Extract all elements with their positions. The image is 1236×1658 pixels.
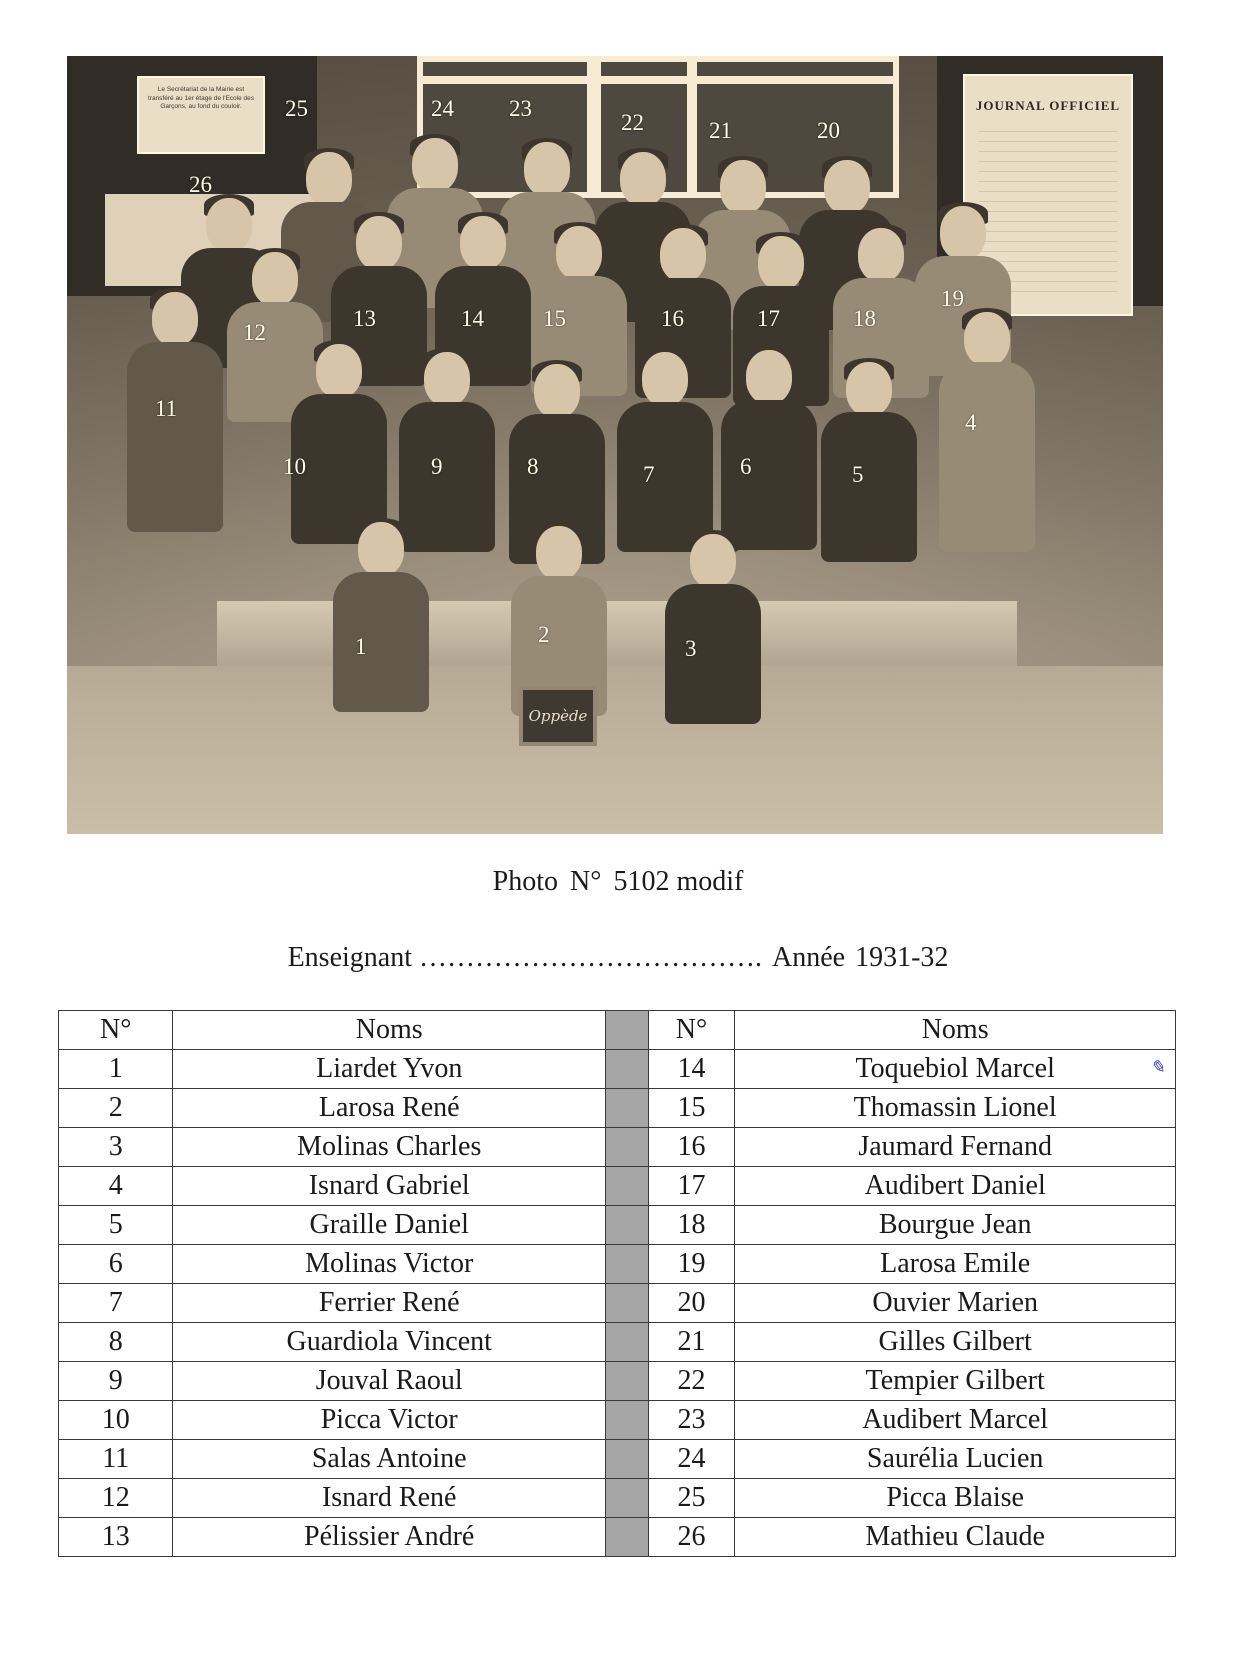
photo-number: 22 [621, 110, 644, 135]
table-divider [606, 1440, 649, 1479]
row-number: 24 [648, 1440, 735, 1479]
photo-number: 15 [543, 306, 566, 331]
pupil-name: Pélissier André [173, 1518, 606, 1557]
pen-mark-icon: ✎ [1149, 1057, 1165, 1077]
table-row [59, 1245, 1176, 1284]
row-number: 22 [648, 1362, 735, 1401]
row-number: 19 [648, 1245, 735, 1284]
photo-no-sign: N° [570, 866, 602, 897]
teacher-year-line [0, 942, 1236, 974]
row-number: 9 [59, 1362, 173, 1401]
table-divider [606, 1479, 649, 1518]
photo-number: 3 [685, 636, 697, 661]
row-number: 10 [59, 1401, 173, 1440]
table-divider [606, 1518, 649, 1557]
photo-number: 21 [709, 118, 732, 143]
row-number: 17 [648, 1167, 735, 1206]
slate-board [519, 686, 597, 746]
photo-number-value: 5102 modif [613, 866, 744, 897]
pupil-name: Audibert Daniel [735, 1167, 1176, 1206]
class-photo [67, 56, 1163, 834]
year-label: Année [772, 942, 846, 973]
table-divider [606, 1167, 649, 1206]
header-names-right: Noms [735, 1011, 1176, 1050]
table-row [59, 1479, 1176, 1518]
table-row [59, 1284, 1176, 1323]
photo-number: 5 [852, 462, 864, 487]
row-number: 1 [59, 1050, 173, 1089]
header-names-left: Noms [173, 1011, 606, 1050]
pupil-name: Tempier Gilbert [735, 1362, 1176, 1401]
notice-sign-left [137, 76, 265, 154]
slate-text: Oppède [528, 707, 588, 725]
row-number: 16 [648, 1128, 735, 1167]
pupil-name: Larosa Emile [735, 1245, 1176, 1284]
photo-number: 8 [527, 454, 539, 479]
pupil-name: Graille Daniel [173, 1206, 606, 1245]
table-divider [606, 1284, 649, 1323]
table-row [59, 1401, 1176, 1440]
table-divider [606, 1128, 649, 1167]
names-table [58, 1010, 1176, 1557]
photo-number: 14 [461, 306, 484, 331]
row-number: 3 [59, 1128, 173, 1167]
pupil-name: Larosa René [173, 1089, 606, 1128]
pupil-name: Molinas Victor [173, 1245, 606, 1284]
window-transom [417, 76, 897, 84]
table-body [59, 1050, 1176, 1557]
pupil-name: Jaumard Fernand [735, 1128, 1176, 1167]
pupil-name: Thomassin Lionel [735, 1089, 1176, 1128]
photo-number: 25 [285, 96, 308, 121]
photo-number: 2 [538, 622, 550, 647]
table-divider [606, 1011, 649, 1050]
pupil-name: Toquebiol Marcel [855, 1053, 1055, 1084]
row-number: 2 [59, 1089, 173, 1128]
photo-caption [0, 866, 1236, 898]
row-number: 6 [59, 1245, 173, 1284]
table-divider [606, 1050, 649, 1089]
row-number: 18 [648, 1206, 735, 1245]
photo-number: 10 [283, 454, 306, 479]
pupil-name: Audibert Marcel [735, 1401, 1176, 1440]
photo-number: 19 [941, 286, 964, 311]
pupil-name: Saurélia Lucien [735, 1440, 1176, 1479]
table-divider [606, 1323, 649, 1362]
photo-number: 18 [853, 306, 876, 331]
row-number: 21 [648, 1323, 735, 1362]
table-row [59, 1206, 1176, 1245]
row-number: 26 [648, 1518, 735, 1557]
pupil-name: Jouval Raoul [173, 1362, 606, 1401]
row-number: 13 [59, 1518, 173, 1557]
row-number: 11 [59, 1440, 173, 1479]
table-row [59, 1167, 1176, 1206]
teacher-label: Enseignant ………………………………. [287, 942, 762, 973]
pupil-name: Salas Antoine [173, 1440, 606, 1479]
row-number: 15 [648, 1089, 735, 1128]
photo-number: 12 [243, 320, 266, 345]
row-number: 4 [59, 1167, 173, 1206]
pupil-name: Molinas Charles [173, 1128, 606, 1167]
photo-number: 9 [431, 454, 443, 479]
row-number: 8 [59, 1323, 173, 1362]
pupil-name: Guardiola Vincent [173, 1323, 606, 1362]
table-row [59, 1050, 1176, 1089]
photo-number: 23 [509, 96, 532, 121]
table-row [59, 1440, 1176, 1479]
table-divider [606, 1089, 649, 1128]
header-number-left: N° [59, 1011, 173, 1050]
photo-number: 20 [817, 118, 840, 143]
photo-number: 16 [661, 306, 684, 331]
pupil-name: Gilles Gilbert [735, 1323, 1176, 1362]
photo-number: 6 [740, 454, 752, 479]
pupil-name: Ouvier Marien [735, 1284, 1176, 1323]
table-row [59, 1128, 1176, 1167]
table-divider [606, 1206, 649, 1245]
pupil-name-cell [735, 1050, 1176, 1089]
pupil-name: Isnard René [173, 1479, 606, 1518]
pupil-name: Mathieu Claude [735, 1518, 1176, 1557]
photo-label: Photo [492, 866, 559, 897]
pupil-name: Ferrier René [173, 1284, 606, 1323]
row-number: 25 [648, 1479, 735, 1518]
pupil-name: Liardet Yvon [173, 1050, 606, 1089]
table-header-row [59, 1011, 1176, 1050]
photo-number: 13 [353, 306, 376, 331]
photo-number: 7 [643, 462, 655, 487]
table-row [59, 1518, 1176, 1557]
photo-number: 24 [431, 96, 454, 121]
journal-officiel-title: JOURNAL OFFICIEL [975, 98, 1121, 113]
notice-left-text: Le Secrétariat de la Mairie est transféré au 1er étage de l'Ecole des Garçons, au fond du couloir. [147, 86, 255, 110]
table-row [59, 1089, 1176, 1128]
photo-number: 17 [757, 306, 780, 331]
row-number: 12 [59, 1479, 173, 1518]
row-number: 14 [648, 1050, 735, 1089]
pupil-name: Picca Blaise [735, 1479, 1176, 1518]
row-number: 20 [648, 1284, 735, 1323]
table-row [59, 1362, 1176, 1401]
year-value: 1931-32 [855, 942, 949, 973]
photo-number: 4 [965, 410, 977, 435]
table-divider [606, 1401, 649, 1440]
table-divider [606, 1362, 649, 1401]
row-number: 7 [59, 1284, 173, 1323]
table-row [59, 1323, 1176, 1362]
photo-number: 26 [189, 172, 212, 197]
photo-number: 11 [155, 396, 178, 421]
pupil-name: Isnard Gabriel [173, 1167, 606, 1206]
pupil-name: Picca Victor [173, 1401, 606, 1440]
header-number-right: N° [648, 1011, 735, 1050]
pupil-name: Bourgue Jean [735, 1206, 1176, 1245]
row-number: 23 [648, 1401, 735, 1440]
schoolyard-ground [67, 666, 1163, 834]
table-divider [606, 1245, 649, 1284]
row-number: 5 [59, 1206, 173, 1245]
photo-number: 1 [355, 634, 367, 659]
